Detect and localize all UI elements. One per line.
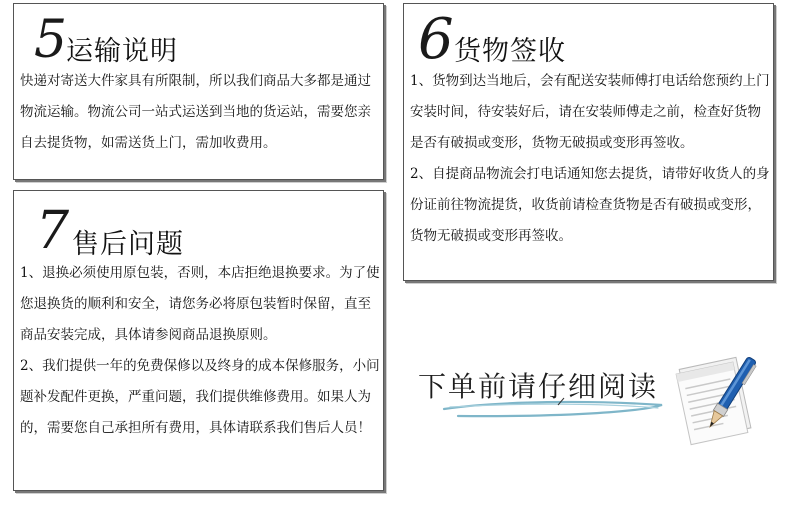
section-goods-receipt [403, 3, 774, 281]
section-header [14, 191, 383, 261]
section-number: 7 [36, 201, 70, 261]
paragraph: 2、我们提供一年的免费保修以及终身的成本保修服务，小问题补发配件更换，严重问题，我们提供维修费用。如果人为的，需要您自己承担所有费用，具体请联系我们售后人员！ [20, 358, 380, 436]
paragraph: 快递对寄送大件家具有所限制，所以我们商品大多都是通过物流运输。物流公司一站式运送到当地的货运站，需要您亲自去提货物，如需送货上门，需加收费用。 [20, 73, 371, 151]
read-before-order-notice: 下单前请仔细阅读 [418, 370, 659, 403]
paragraph: 1、货物到达当地后，会有配送安装师傅打电话给您预约上门安装时间，待安装好后，请在安装师傅走之前，检查好货物是否有破损或变形，货物无破损或变形再签收。 [410, 73, 770, 151]
paragraph: 2、自提商品物流会打电话通知您去提货，请带好收货人的身份证前往物流提货，收货前请检查货物是否有破损或变形，货物无破损或变形再签收。 [410, 166, 770, 244]
section-header [14, 4, 383, 70]
section-body [20, 258, 382, 444]
document-with-pen-icon [668, 348, 768, 448]
section-number: 5 [34, 10, 68, 70]
section-number: 6 [418, 7, 454, 72]
section-title: 运输说明 [66, 36, 178, 67]
section-body [20, 66, 382, 159]
section-title: 售后问题 [72, 229, 184, 260]
section-shipping-info [13, 3, 384, 180]
section-title: 货物签收 [454, 36, 566, 67]
section-body [410, 66, 772, 252]
swoosh-underline [440, 395, 670, 423]
paragraph: 1、退换必须使用原包装，否则，本店拒绝退换要求。为了使您退换货的顺利和安全，请您务必将原包装暂时保留，直至商品安装完成，具体请参阅商品退换原则。 [20, 265, 380, 343]
section-after-sales [13, 190, 384, 491]
section-header [404, 4, 773, 72]
